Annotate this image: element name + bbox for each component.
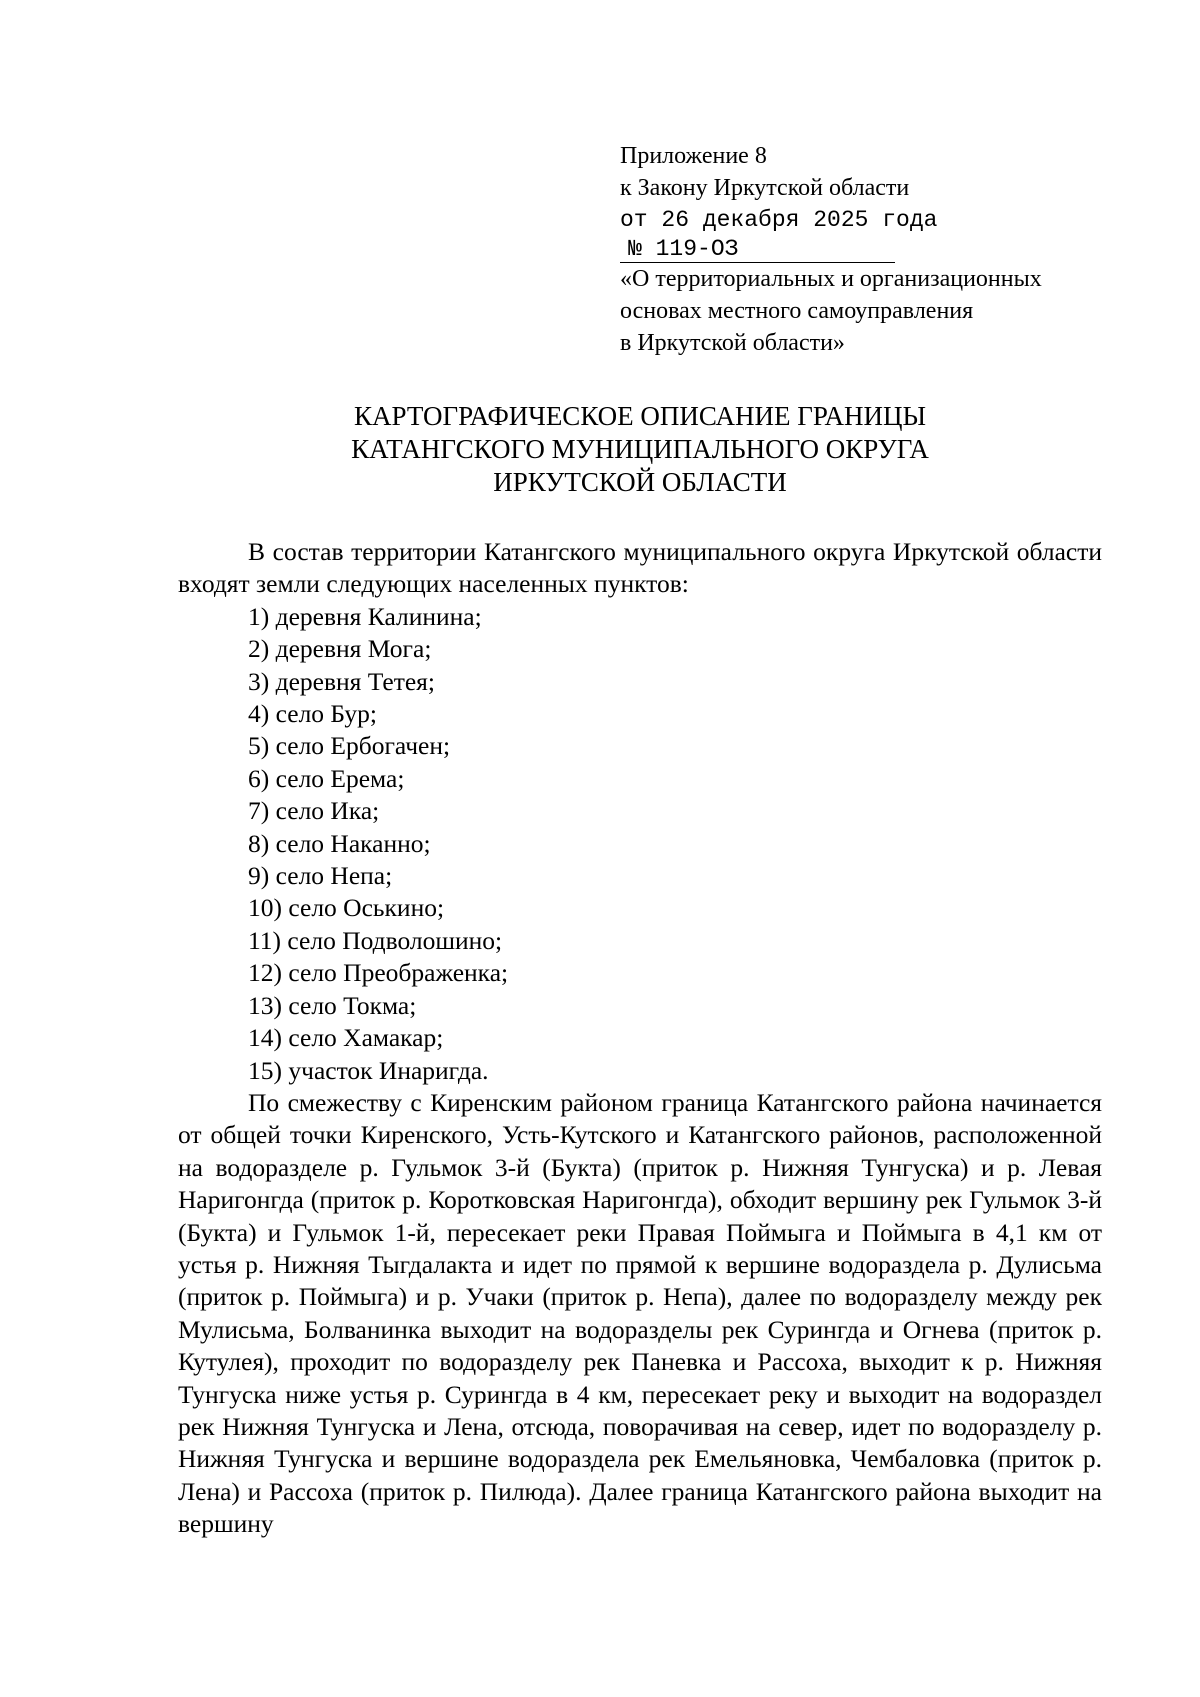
annex-law-number: № 119-ОЗ (620, 236, 895, 263)
list-item: 10) село Оськино; (248, 893, 445, 923)
list-item: 11) село Подволошино; (248, 925, 503, 955)
annex-block (620, 140, 1140, 359)
list-item: 4) село Бур; (248, 699, 378, 729)
list-item: 9) село Непа; (248, 861, 393, 891)
list-item: 12) село Преображенка; (248, 958, 509, 988)
list-item: 5) село Ербогачен; (248, 731, 451, 761)
document-body (178, 536, 1102, 1541)
list-item: 13) село Токма; (248, 990, 417, 1020)
list-item: 2) деревня Мога; (248, 634, 432, 664)
list-item: 14) село Хамакар; (248, 1023, 444, 1053)
list-item: 6) село Ерема; (248, 763, 405, 793)
list-item: 15) участок Инаригда. (248, 1055, 489, 1085)
annex-law-title-2: основах местного самоуправления (620, 298, 974, 324)
list-item: 3) деревня Тетея; (248, 666, 435, 696)
list-item: 1) деревня Калинина; (248, 601, 482, 631)
annex-law-title-1: «О территориальных и организационных (620, 266, 1042, 292)
annex-number: Приложение 8 (620, 143, 767, 169)
boundary-paragraph: По смежеству с Киренским районом граница Катангского района начинается от общей точки Киренского, Усть-Кутского и Катангского районов, расположенной на водоразделе р. Гульмок 3-й (Букта) (приток р. Нижняя Тунгуска) и р. Левая Наригонгда (приток р. Коротковская Наригонгда), обходит вершину рек Гульмок 3-й (Букта) и Гульмок 1-й, пересекает реки Правая Поймыга и Поймыга в 4,1 км от устья р. Нижняя Тыгдалакта и идет по прямой к вершине водораздела р. Дулисьма (приток р. Поймыга) и р. Учаки (приток р. Непа), далее по водоразделу между рек Мулисьма, Болванинка выходит на водоразделы рек Сурингда и Огнева (приток р. Кутулея), проходит по водоразделу рек Паневка и Рассоха, выходит к р. Нижняя Тунгуска ниже устья р. Сурингда в 4 км, пересекает реку и выходит на водораздел рек Нижняя Тунгуска и Лена, отсюда, поворачивая на север, идет по водоразделу р. Нижняя Тунгуска и вершине водораздела рек Емельяновка, Чембаловка (приток р. Лена) и Рассоха (приток р. Пилюда). Далее граница Катангского района выходит на вершину (178, 1087, 1102, 1539)
title-line-3: ИРКУТСКОЙ ОБЛАСТИ (493, 467, 787, 497)
annex-law-title-3: в Иркутской области» (620, 330, 845, 356)
title-line-2: КАТАНГСКОГО МУНИЦИПАЛЬНОГО ОКРУГА (351, 434, 929, 464)
document-title (178, 400, 1102, 499)
settlements-list (178, 601, 1102, 1087)
list-item: 7) село Ика; (248, 796, 380, 826)
annex-date: от 26 декабря 2025 года (620, 207, 938, 233)
title-line-1: КАРТОГРАФИЧЕСКОЕ ОПИСАНИЕ ГРАНИЦЫ (353, 401, 927, 431)
annex-law-ref: к Закону Иркутской области (620, 175, 910, 201)
intro-paragraph: В состав территории Катангского муниципального округа Иркутской области входят земли следующих населенных пунктов: (178, 537, 1102, 599)
list-item: 8) село Наканно; (248, 828, 431, 858)
